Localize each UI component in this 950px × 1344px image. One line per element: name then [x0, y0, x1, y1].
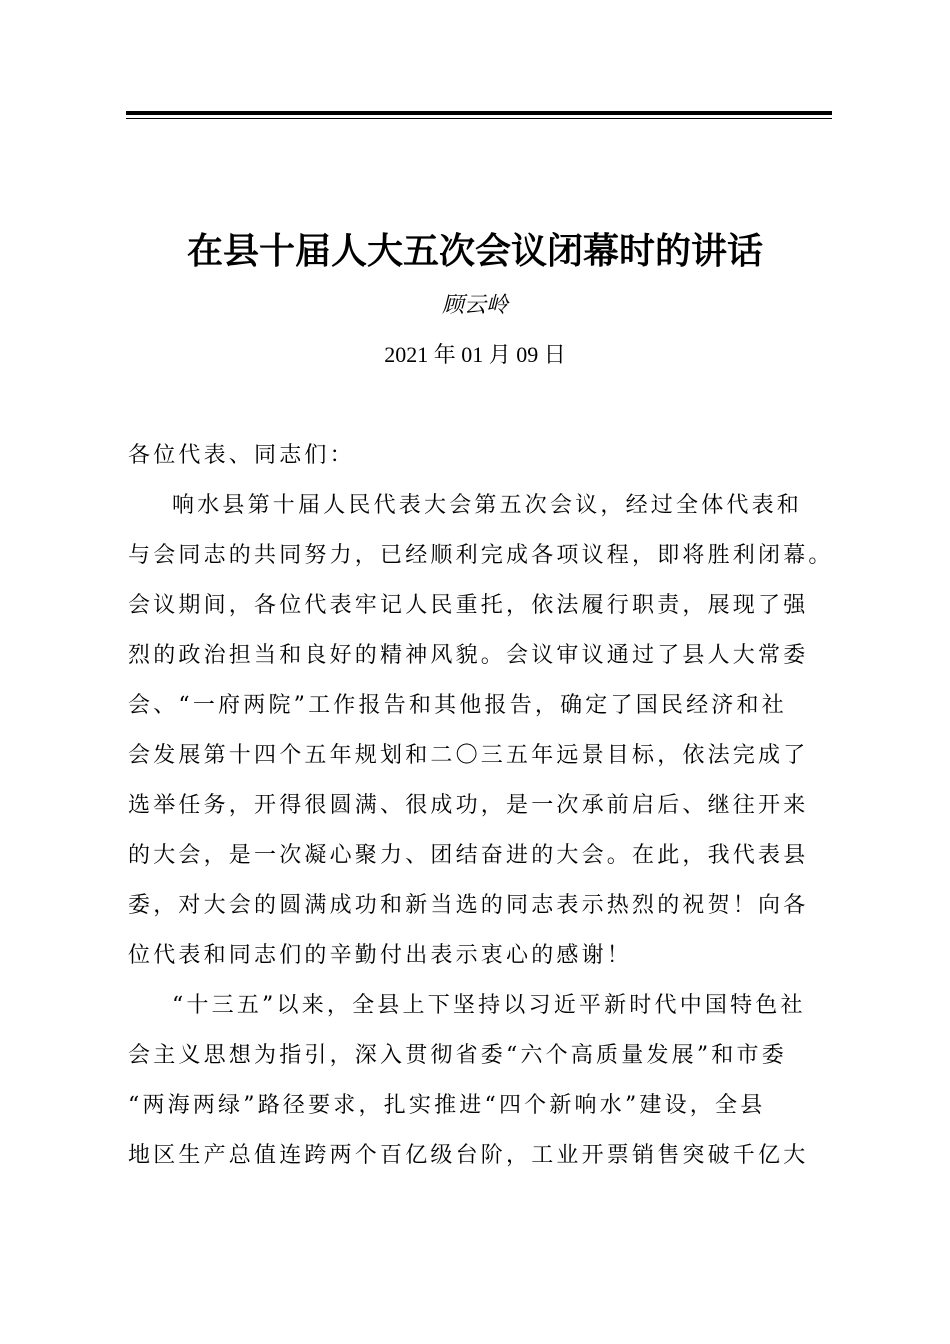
paragraph-line: 烈的政治担当和良好的精神风貌。会议审议通过了县人大常委 [128, 643, 809, 668]
paragraph-line: “两海两绿”路径要求，扎实推进“四个新响水”建设，全县 [128, 1093, 766, 1118]
paragraph-line: 与会同志的共同努力，已经顺利完成各项议程，即将胜利闭幕。 [128, 543, 834, 568]
header-double-rule-thin [126, 118, 832, 119]
paragraph-line: 会、“一府两院”工作报告和其他报告，确定了国民经济和社 [128, 693, 787, 718]
paragraph-line: “十三五”以来，全县上下坚持以习近平新时代中国特色社 [172, 993, 806, 1018]
document-title: 在县十届人大五次会议闭幕时的讲话 [186, 231, 763, 272]
paragraph-line: 委，对大会的圆满成功和新当选的同志表示热烈的祝贺！向各 [128, 893, 809, 918]
paragraph-line: 会发展第十四个五年规划和二〇三五年远景目标，依法完成了 [128, 743, 809, 768]
paragraph-line: 响水县第十届人民代表大会第五次会议，经过全体代表和 [172, 493, 803, 518]
salutation: 各位代表、同志们： [128, 443, 355, 468]
paragraph-line: 位代表和同志们的辛勤付出表示衷心的感谢！ [128, 943, 633, 968]
paragraph-line: 会主义思想为指引，深入贯彻省委“六个高质量发展”和市委 [128, 1043, 787, 1068]
paragraph-line: 地区生产总值连跨两个百亿级台阶，工业开票销售突破千亿大 [128, 1143, 809, 1168]
author-name: 顾云岭 [441, 293, 508, 318]
paragraph-line: 会议期间，各位代表牢记人民重托，依法履行职责，展现了强 [128, 593, 809, 618]
speech-date: 2021 年 01 月 09 日 [384, 342, 566, 367]
paragraph-line: 选举任务，开得很圆满、很成功，是一次承前启后、继往开来 [128, 793, 809, 818]
paragraph-line: 的大会，是一次凝心聚力、团结奋进的大会。在此，我代表县 [128, 843, 809, 868]
header-double-rule-thick [126, 111, 832, 115]
